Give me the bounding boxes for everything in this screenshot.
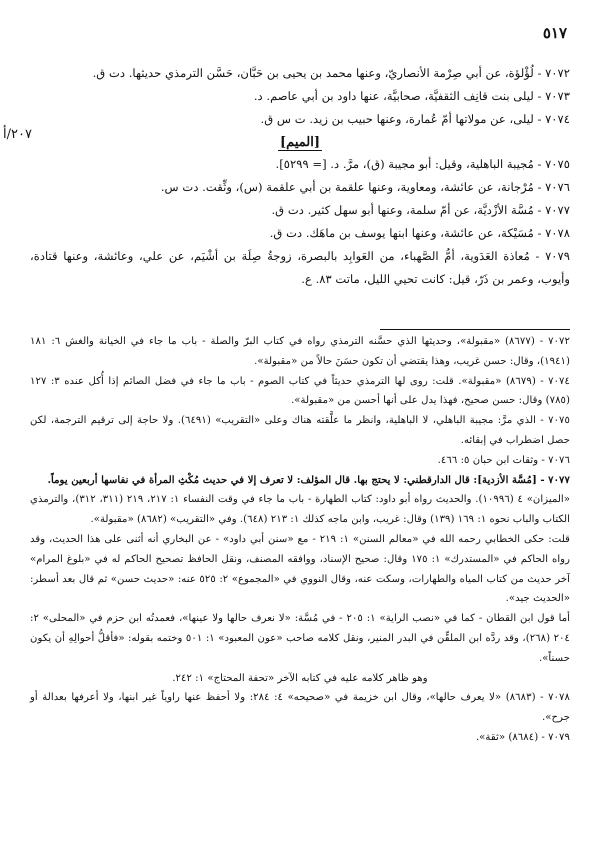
footnote-7077-ibn-qattan: أما قول ابن القطان - كما في «نصب الراية» ١: ٢٠٥ - في مُسَّة: «لا نعرف حالها ولا عينها»، فعمدتُه ابن حزم في «المحلى» ٢: ٢٠٤ (٢٦٨)، وقد ردَّه ابن الملقِّن في البدر المنير، ونقل كلامه صاحب «عون المعبود» ١: ٥٠١ وختمه بقوله: «فأقلُّ أحوالِهِ أن يكون حسناً». <box>30 613 571 664</box>
footnote-7077-conclusion: وهو ظاهر كلامه عليه في كتابه الآخر «تحفة المحتاج» ١: ٢٤٢. <box>172 672 428 684</box>
entry-7078: ٧٠٧٨ - مُسَيْكة، عن عائشة، وعنها ابنها يوسف بن ماهَك. دت ق. <box>269 226 570 240</box>
page-number: ٥١٧ <box>542 24 567 42</box>
entry-7074: ٧٠٧٤ - ليلى، عن مولاتها أمّ عُمارة، وعنها حبيب بن زيد. ت س ق. <box>260 112 570 126</box>
footnote-7079: ٧٠٧٩ - (٨٦٨٤) «ثقة». <box>475 731 570 743</box>
footnote-7078: ٧٠٧٨ - (٨٦٨٣) «لا يعرف حالها»، وقال ابن خزيمة في «صحيحه» ٤: ٢٨٤: ولا أحفظ عنها راوياً غير ابنها، ولا أعرفها بعدالة أو جرح». <box>30 692 570 724</box>
entry-7075: ٧٠٧٥ - مُجيبة الباهلية، وقيل: أبو مجيبة (ق)، مرَّ. د. [= ٥٢٩٩]. <box>275 157 570 171</box>
footnote-7072: ٧٠٧٢ - (٨٦٧٧) «مقبولة»، وحديثها الذي حسَّنه الترمذي رواه في كتاب البرّ والصلة - باب ما جاء في الخيانة والغش ٦: ١٨١ (١٩٤١)، وقال: حسن غريب، وهذا يقتضي أن تكون حسَنَ حالاً من «مقبولة». <box>30 336 570 367</box>
main-text <box>30 62 570 291</box>
footnote-7077-khattabi: قلت: حكى الخطابي رحمه الله في «معالم السنن» ١: ٢١٩ - مع «سنن أبي داود» - عن البخاري أنه أثنى على هذا الحديث، وقد رواه الحاكم في «المستدرك» ١: ١٧٥ وقال: صحيح الإسناد، ووافقه المصنف، ونقل الحافظ تصحيح الحاكم له في «بلوغ المرام» آخر حديث من كتاب المياه والطهارات، وسكت عنه، وقال النووي في «المجموع» ٢: ٥٢٥ عنه: «حديث حسن» ثم قال بعد أسطر: «الحديث جيد». <box>30 533 571 605</box>
footnotes <box>30 332 570 748</box>
footnote-7076: ٧٠٧٦ - وثقات ابن حبان ٥: ٤٦٦. <box>437 454 570 466</box>
footnote-divider <box>380 329 570 330</box>
footnote-7075: ٧٠٧٥ - الذي مرَّ: مجيبة الباهلي، لا الباهلية، وانظر ما علَّقته هناك وعلى «التقريب» (٦٤٩١). ولا حاجة إلى ترقيم الترجمة، لكن حصل اضطراب في إبقائه. <box>30 415 570 446</box>
margin-reference: ٢٠٧/أ <box>3 127 32 142</box>
entry-7073: ٧٠٧٣ - ليلى بنت قانِف الثقفيَّة، صحابيَّة، عنها داود بن أبي عاصم. د. <box>253 89 570 103</box>
section-title <box>30 135 570 151</box>
footnote-7074: ٧٠٧٤ - (٨٦٧٩) «مقبولة». قلت: روى لها الترمذي حديثاً في كتاب الصوم - باب ما جاء في فضل الصائم إذا أُكل عنده ٣: ١٢٧ (٧٨٥) وقال: حسن صحيح، فهذا يدل على أنها أحسن من «مقبولة». <box>30 375 570 407</box>
entry-7079: ٧٠٧٩ - مُعاذة العَدَوية، أمُّ الصَّهباء، من العَوابِد بالبصرة، زوجةُ صِلَة بن أشْيَم، عن علي، وعائشة، وعنها قتادة، وأيوب، وعمر بن ذَرّ، قيل: كانت تحيي الليل، ماتت ٨٣. ع. <box>30 249 570 286</box>
entry-7077: ٧٠٧٧ - مُسَّة الأزْديَّة، عن أمّ سلمة، وعنها أبو سهل كثير. دت ق. <box>271 203 570 217</box>
footnote-7077-mizan: «الميزان» ٤ (١٠٩٩٦). والحديث رواه أبو داود: كتاب الطهارة - باب ما جاء في وقت النفساء ١: ٢١٧، ٢١٩ (٣١١، ٣١٢)، والترمذي الكتاب والباب نحوه ١: ١٦٩ (١٣٩) وقال: غريب، وابن ماجه كذلك ١: ٢١٣ (٦٤٨). وفي «التقريب» (٨٦٨٢) «مقبولة». <box>30 494 570 526</box>
entry-7076: ٧٠٧٦ - مُرْجانة، عن عائشة، ومعاوية، وعنها علقمة بن أبي علقمة (س)، وثِّقت. دت س. <box>160 180 570 194</box>
footnote-7077-heading: ٧٠٧٧ - [مُسَّة الأزدية]: قال الدارقطني: لا يحتج بها. قال المؤلف: لا تعرف إلا في حديث مُكْثِ المرأة في نفاسها أربعين يوماً. <box>47 473 570 486</box>
entry-7072: ٧٠٧٢ - لُؤْلؤة، عن أبي صِرْمة الأنصاريّ، وعنها محمد بن يحيى بن حَبَّان، حَسَّن الترمذي حديثها. دت ق. <box>92 66 570 80</box>
section-title-text: [الميم] <box>280 135 320 150</box>
